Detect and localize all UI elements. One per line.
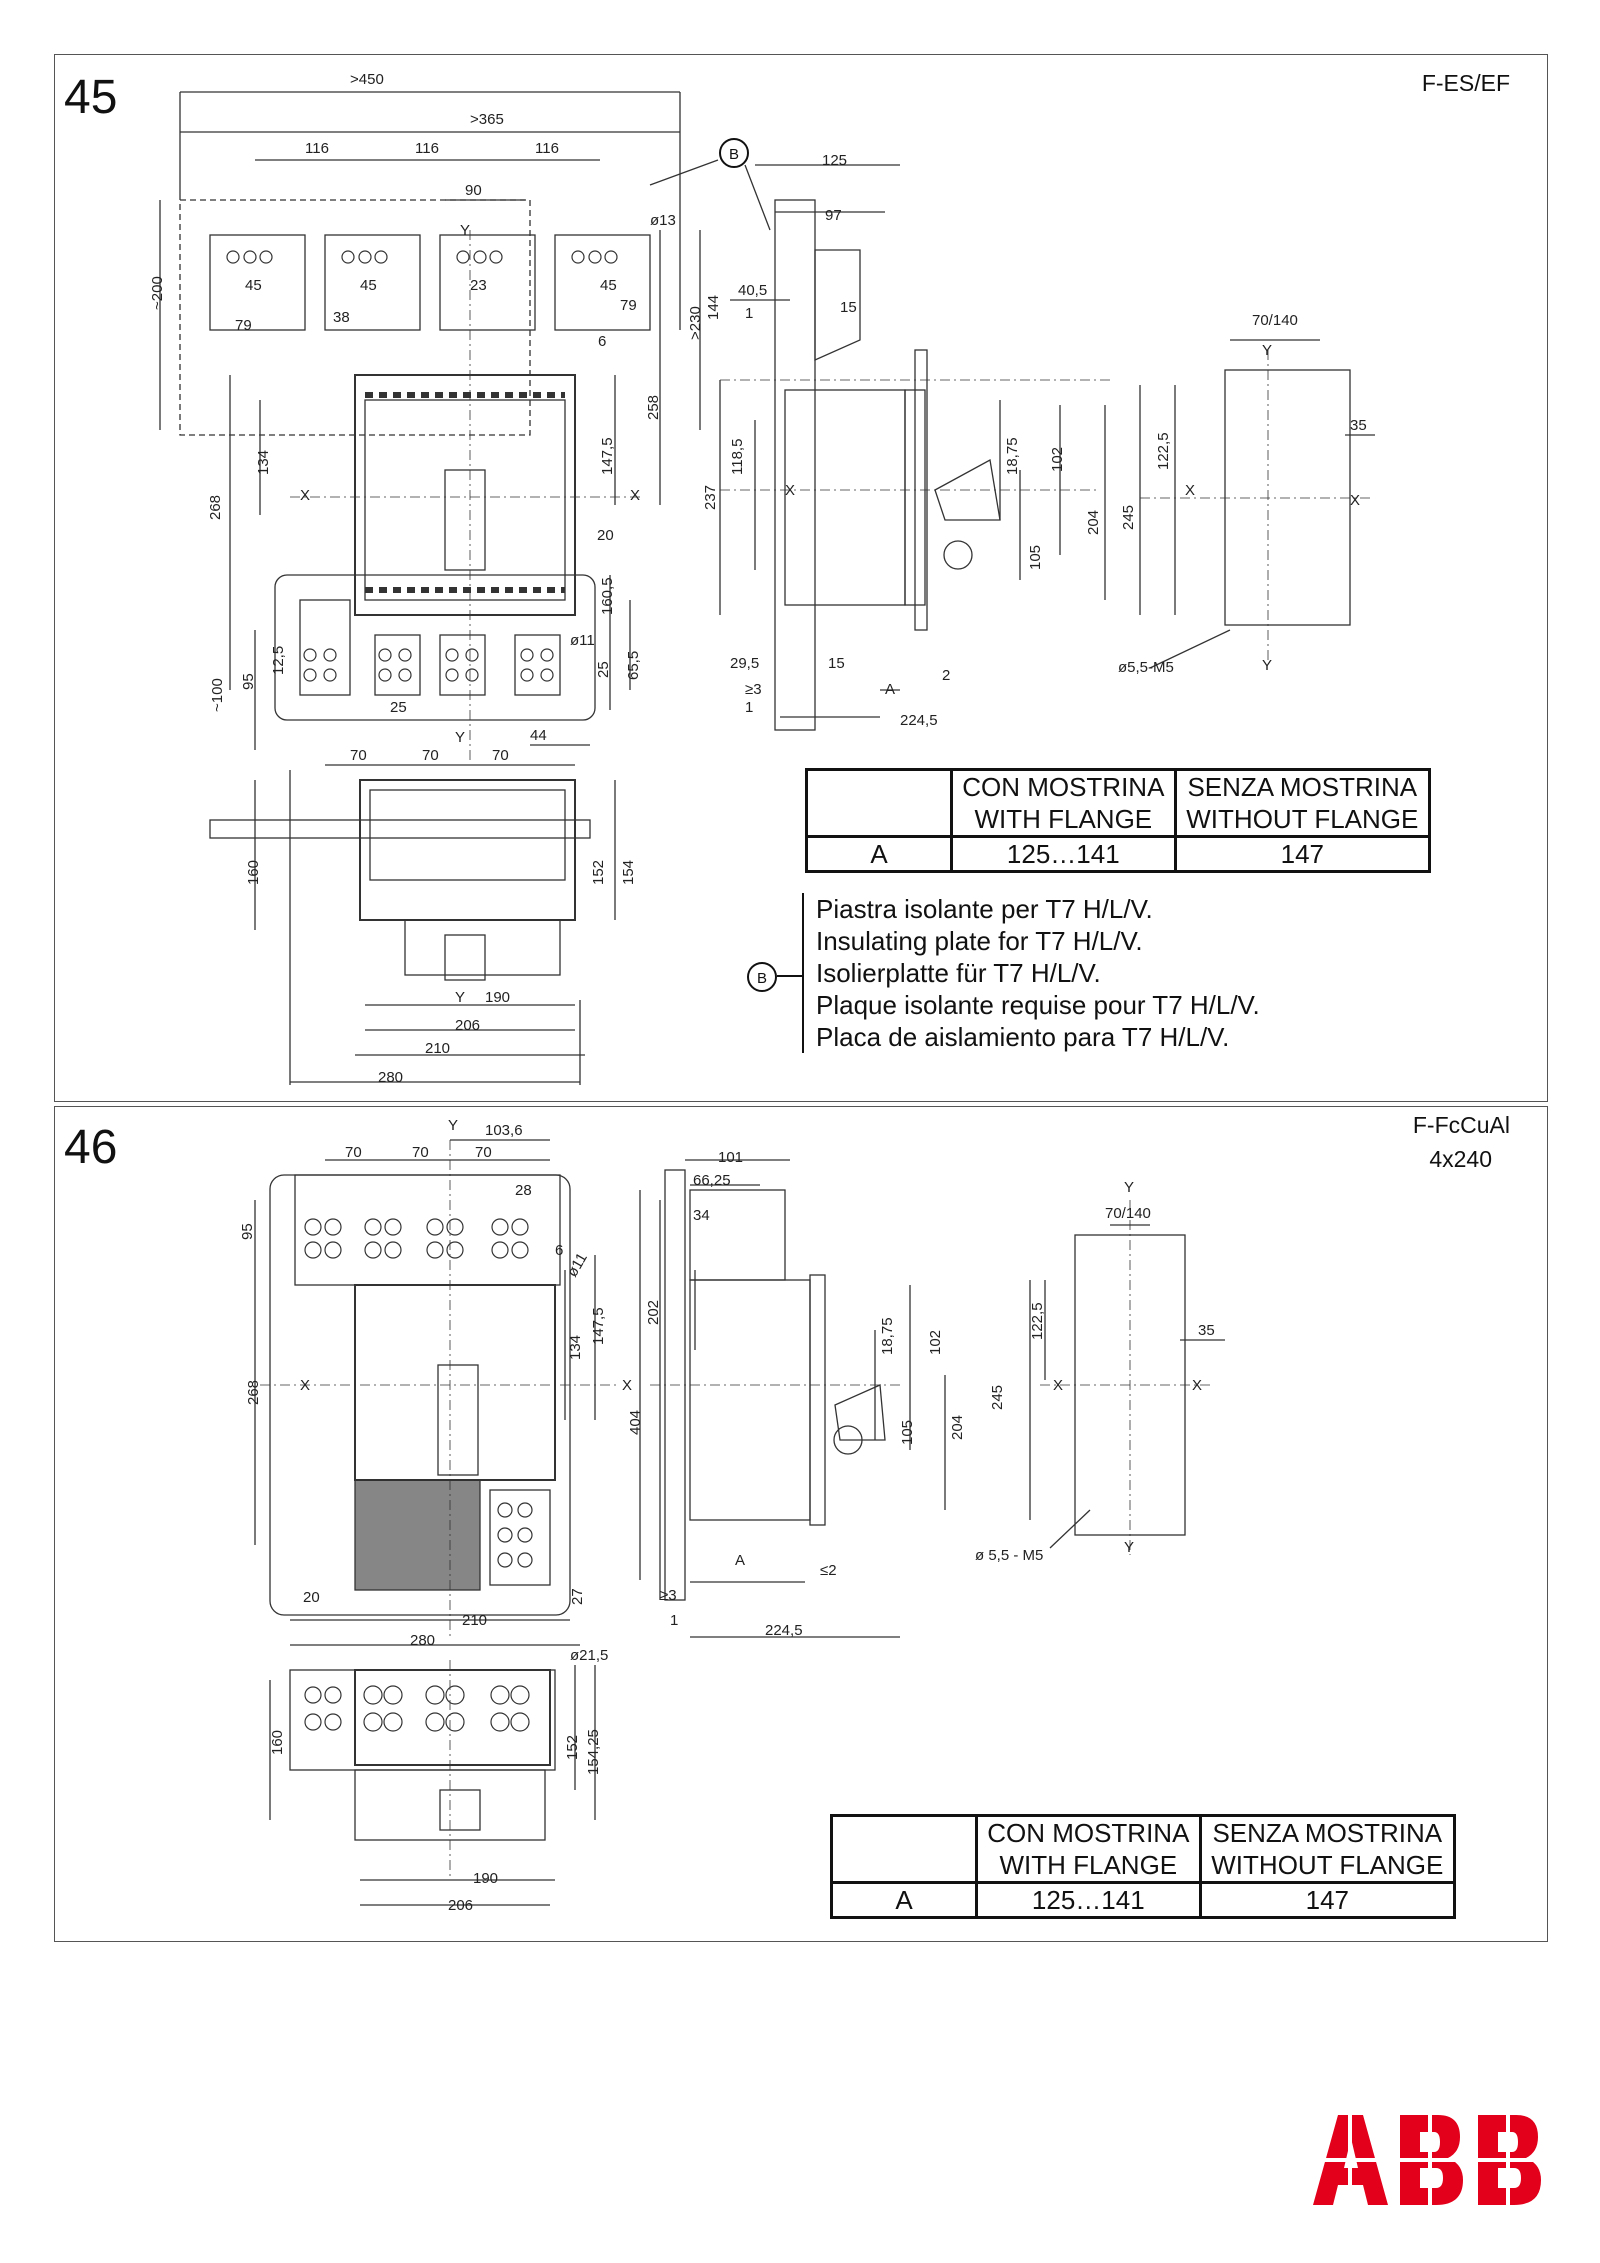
empty-cell — [807, 770, 952, 837]
row-label: A — [832, 1883, 977, 1918]
hole-template — [1225, 370, 1350, 625]
axis-label: Y — [448, 1117, 459, 1134]
dim-label: 70/140 — [1252, 312, 1298, 329]
dim-label: ø13 — [650, 212, 676, 229]
axis-label: Y — [455, 729, 466, 746]
panel-code-line2: 4x240 — [1429, 1146, 1492, 1172]
dim-label: 210 — [462, 1612, 488, 1629]
axis-label: X — [1185, 482, 1196, 499]
dim-label: ø21,5 — [570, 1647, 609, 1664]
operating-lever — [445, 470, 485, 570]
dim-label: 258 — [645, 394, 662, 420]
legend-line-en: Insulating plate for T7 H/L/V. — [816, 926, 1143, 956]
dim-label: 204 — [949, 1414, 966, 1440]
callout-b: B — [747, 962, 777, 992]
dim-label: 70 — [492, 747, 509, 764]
header-with-flange: CON MOSTRINA WITH FLANGE — [977, 1816, 1201, 1883]
dim-label: 70/140 — [1105, 1205, 1151, 1222]
dim-label: 105 — [1027, 544, 1044, 570]
dim-label: 160 — [269, 1729, 286, 1755]
dim-label: 280 — [378, 1069, 404, 1086]
dim-label: 70 — [422, 747, 439, 764]
axis-label: X — [630, 487, 641, 504]
header-without-flange: SENZA MOSTRINA WITHOUT FLANGE — [1175, 770, 1429, 837]
panel-code: F-ES/EF — [1421, 70, 1510, 96]
dim-label: 105 — [899, 1419, 916, 1445]
header-with-flange: CON MOSTRINA WITH FLANGE — [952, 770, 1176, 837]
dim-label: >450 — [350, 71, 384, 88]
panel-number: 45 — [64, 71, 118, 124]
dim-label: 268 — [207, 494, 224, 520]
dim-label: 70 — [412, 1144, 429, 1161]
dim-label: 2 — [942, 667, 951, 684]
row-label: A — [807, 837, 952, 872]
breaker-body — [355, 375, 575, 615]
dim-label: ≥3 — [660, 1587, 677, 1604]
dim-label: 206 — [448, 1897, 474, 1914]
legend-line-es: Placa de aislamiento para T7 H/L/V. — [816, 1022, 1230, 1052]
dim-label: 224,5 — [765, 1622, 803, 1639]
value-without-flange: 147 — [1200, 1883, 1454, 1918]
empty-cell — [832, 1816, 977, 1883]
dim-label: 122,5 — [1155, 432, 1172, 470]
dim-label: ø5,5-M5 — [1118, 659, 1174, 676]
dim-label: 101 — [718, 1149, 744, 1166]
dim-label: 190 — [485, 989, 511, 1006]
axis-label: Y — [1124, 1539, 1135, 1556]
dim-label: 23 — [470, 277, 487, 294]
dim-label: 147,5 — [590, 1307, 607, 1345]
dim-label: 280 — [410, 1632, 436, 1649]
dim-label: 245 — [989, 1384, 1006, 1410]
dim-label: 66,25 — [693, 1172, 731, 1189]
panel-code — [1380, 1108, 1510, 1176]
terminal-block — [440, 235, 535, 330]
dim-label: 95 — [239, 1223, 256, 1240]
dim-label: 152 — [564, 1734, 581, 1760]
lower-plate — [275, 575, 595, 720]
legend-insulating-plate — [802, 893, 1260, 1053]
dim-label: 224,5 — [900, 712, 938, 729]
dim-label: ≥3 — [745, 681, 762, 698]
dim-label: 160,5 — [599, 577, 616, 615]
dim-label: 6 — [555, 1242, 564, 1259]
side-body — [785, 390, 905, 605]
legend-line-it: Piastra isolante per T7 H/L/V. — [816, 894, 1153, 924]
dim-label: 118,5 — [729, 438, 746, 475]
panel-code-line1: F-FcCuAl — [1412, 1112, 1510, 1138]
value-without-flange: 147 — [1175, 837, 1429, 872]
dim-label: A — [885, 681, 896, 698]
axis-label: Y — [455, 989, 466, 1006]
top-view-body — [360, 780, 575, 920]
dim-label: 35 — [1350, 417, 1367, 434]
dim-label: 18,75 — [1004, 437, 1021, 475]
legend-line-de: Isolierplatte für T7 H/L/V. — [816, 958, 1101, 988]
dim-label: 70 — [350, 747, 367, 764]
dim-label: 1 — [745, 699, 754, 716]
panel-number: 46 — [64, 1121, 118, 1174]
dim-label: 152 — [590, 859, 607, 885]
callout-b-top: B — [719, 138, 749, 168]
axis-label: X — [300, 1377, 311, 1394]
dim-label: 20 — [597, 527, 614, 544]
axis-label: X — [1053, 1377, 1064, 1394]
value-with-flange: 125…141 — [952, 837, 1176, 872]
dim-label: ~200 — [149, 276, 166, 310]
dim-label: >365 — [470, 111, 504, 128]
axis-label: X — [1350, 492, 1361, 509]
dim-label: 15 — [828, 655, 845, 672]
side-flange — [775, 200, 815, 730]
dim-label: 45 — [360, 277, 377, 294]
flange-table-45 — [805, 768, 1431, 873]
dim-label: 40,5 — [738, 282, 768, 299]
dim-label: 28 — [515, 1182, 532, 1199]
dim-label: 204 — [1085, 509, 1102, 535]
flange-table-46 — [830, 1814, 1456, 1919]
axis-label: Y — [1262, 342, 1273, 359]
dim-label: 79 — [235, 317, 252, 334]
dim-label: 45 — [600, 277, 617, 294]
dim-label: 116 — [415, 140, 439, 157]
dim-label: 12,5 — [270, 645, 287, 675]
dim-label: 154,25 — [585, 1729, 602, 1775]
dim-label: 97 — [825, 207, 842, 224]
dim-label: 35 — [1198, 1322, 1215, 1339]
dim-label: 79 — [620, 297, 637, 314]
axis-label: Y — [460, 222, 471, 239]
dim-label: 34 — [693, 1207, 710, 1224]
dim-label: 90 — [465, 182, 482, 199]
dim-label: 122,5 — [1029, 1302, 1046, 1340]
header-without-flange: SENZA MOSTRINA WITHOUT FLANGE — [1200, 1816, 1454, 1883]
dim-label: 404 — [627, 1409, 644, 1435]
dim-label: 134 — [255, 449, 272, 475]
legend-leader — [777, 975, 802, 977]
dim-label: A — [735, 1552, 746, 1569]
dim-label: 103,6 — [485, 1122, 523, 1139]
dim-label: 144 — [705, 294, 722, 320]
dim-label: 70 — [475, 1144, 492, 1161]
dim-label: 147,5 — [599, 437, 616, 475]
value-with-flange: 125…141 — [977, 1883, 1201, 1918]
dim-label: 18,75 — [879, 1317, 896, 1355]
dim-label: 1 — [670, 1612, 679, 1629]
dim-label: 202 — [645, 1299, 662, 1325]
dim-label: 190 — [473, 1870, 499, 1887]
dim-label: 29,5 — [730, 655, 760, 672]
dim-label: 6 — [598, 333, 607, 350]
dim-label: ø11 — [570, 632, 595, 649]
dim-label: 102 — [1049, 446, 1066, 472]
axis-label: X — [622, 1377, 633, 1394]
legend-line-fr: Plaque isolante requise pour T7 H/L/V. — [816, 990, 1260, 1020]
axis-label: X — [785, 482, 796, 499]
top-view-plate — [210, 820, 590, 838]
dim-label: 268 — [245, 1379, 262, 1405]
axis-label: X — [300, 487, 311, 504]
dim-label: 70 — [345, 1144, 362, 1161]
dim-label: ø11 — [563, 1250, 591, 1280]
dim-label: 15 — [840, 299, 857, 316]
dim-label: 125 — [822, 152, 848, 169]
axis-label: Y — [1124, 1179, 1135, 1196]
dim-label: ø 5,5 - M5 — [975, 1547, 1044, 1564]
dim-label: 27 — [569, 1588, 586, 1605]
dim-label: 245 — [1120, 504, 1137, 530]
dim-label: 25 — [390, 699, 407, 716]
abb-logo — [1308, 2110, 1552, 2210]
dim-label: 210 — [425, 1040, 451, 1057]
dim-label: 20 — [303, 1589, 320, 1606]
dim-label: 65,5 — [625, 650, 642, 680]
dim-label: 45 — [245, 277, 262, 294]
dim-label: >230 — [687, 306, 704, 340]
dim-label: 206 — [455, 1017, 481, 1034]
dim-label: 154 — [620, 859, 637, 885]
dim-label: 44 — [530, 727, 547, 744]
dim-label: 116 — [535, 140, 559, 157]
dim-label: 102 — [927, 1329, 944, 1355]
dim-label: 25 — [595, 661, 612, 678]
dim-label: 95 — [240, 673, 257, 690]
dim-label: ≤2 — [820, 1562, 837, 1579]
axis-label: X — [1192, 1377, 1203, 1394]
dim-label: 38 — [333, 309, 350, 326]
dim-label: 116 — [305, 140, 329, 157]
dim-label: ~100 — [209, 678, 226, 712]
axis-label: Y — [1262, 657, 1273, 674]
dim-label: 160 — [245, 859, 262, 885]
dim-label: 1 — [745, 305, 754, 322]
dim-label: 237 — [702, 484, 719, 510]
dim-label: 134 — [567, 1334, 584, 1360]
